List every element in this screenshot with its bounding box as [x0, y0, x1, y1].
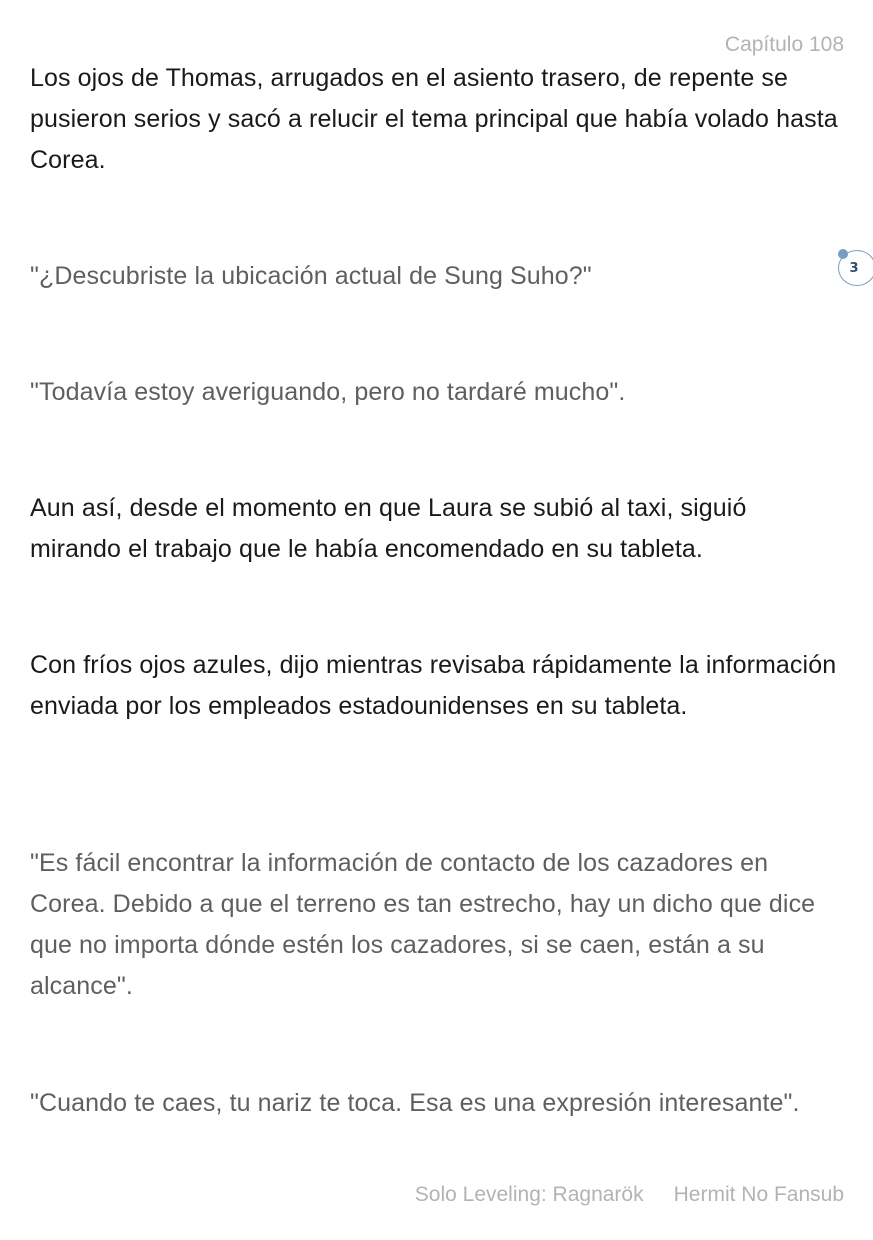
chapter-label: Capítulo 108: [724, 33, 844, 56]
paragraph-narration: Los ojos de Thomas, arrugados en el asiento trasero, de repente se pusieron serios y sacó a relucir el tema principal que había volado hasta Corea.: [30, 64, 838, 174]
footer: [415, 1183, 844, 1207]
paragraph-dialogue: "Todavía estoy averiguando, pero no tardaré mucho".: [30, 378, 626, 406]
translator-name: Hermit No Fansub: [673, 1183, 844, 1206]
novel-title: Solo Leveling: Ragnarök: [414, 1183, 644, 1206]
paragraph-dialogue: "¿Descubriste la ubicación actual de Sung Suho?": [30, 262, 592, 290]
paragraph-narration: Con fríos ojos azules, dijo mientras revisaba rápidamente la información enviada por los empleados estadounidenses en su tableta.: [30, 651, 837, 720]
paragraph-narration: Aun así, desde el momento en que Laura se subió al taxi, siguió mirando el trabajo que le había encomendado en su tableta.: [30, 494, 747, 563]
paragraph-dialogue: "Cuando te caes, tu nariz te toca. Esa es una expresión interesante".: [30, 1089, 800, 1117]
comment-count: 3: [849, 260, 859, 276]
paragraph-dialogue: "Es fácil encontrar la información de contacto de los cazadores en Corea. Debido a que el terreno es tan estrecho, hay un dicho que dice que no importa dónde estén los cazadores, si se caen, están a su alcance".: [30, 849, 816, 1000]
paragraph-comment-button[interactable]: [838, 250, 873, 286]
comment-bubble-icon: [838, 249, 848, 259]
